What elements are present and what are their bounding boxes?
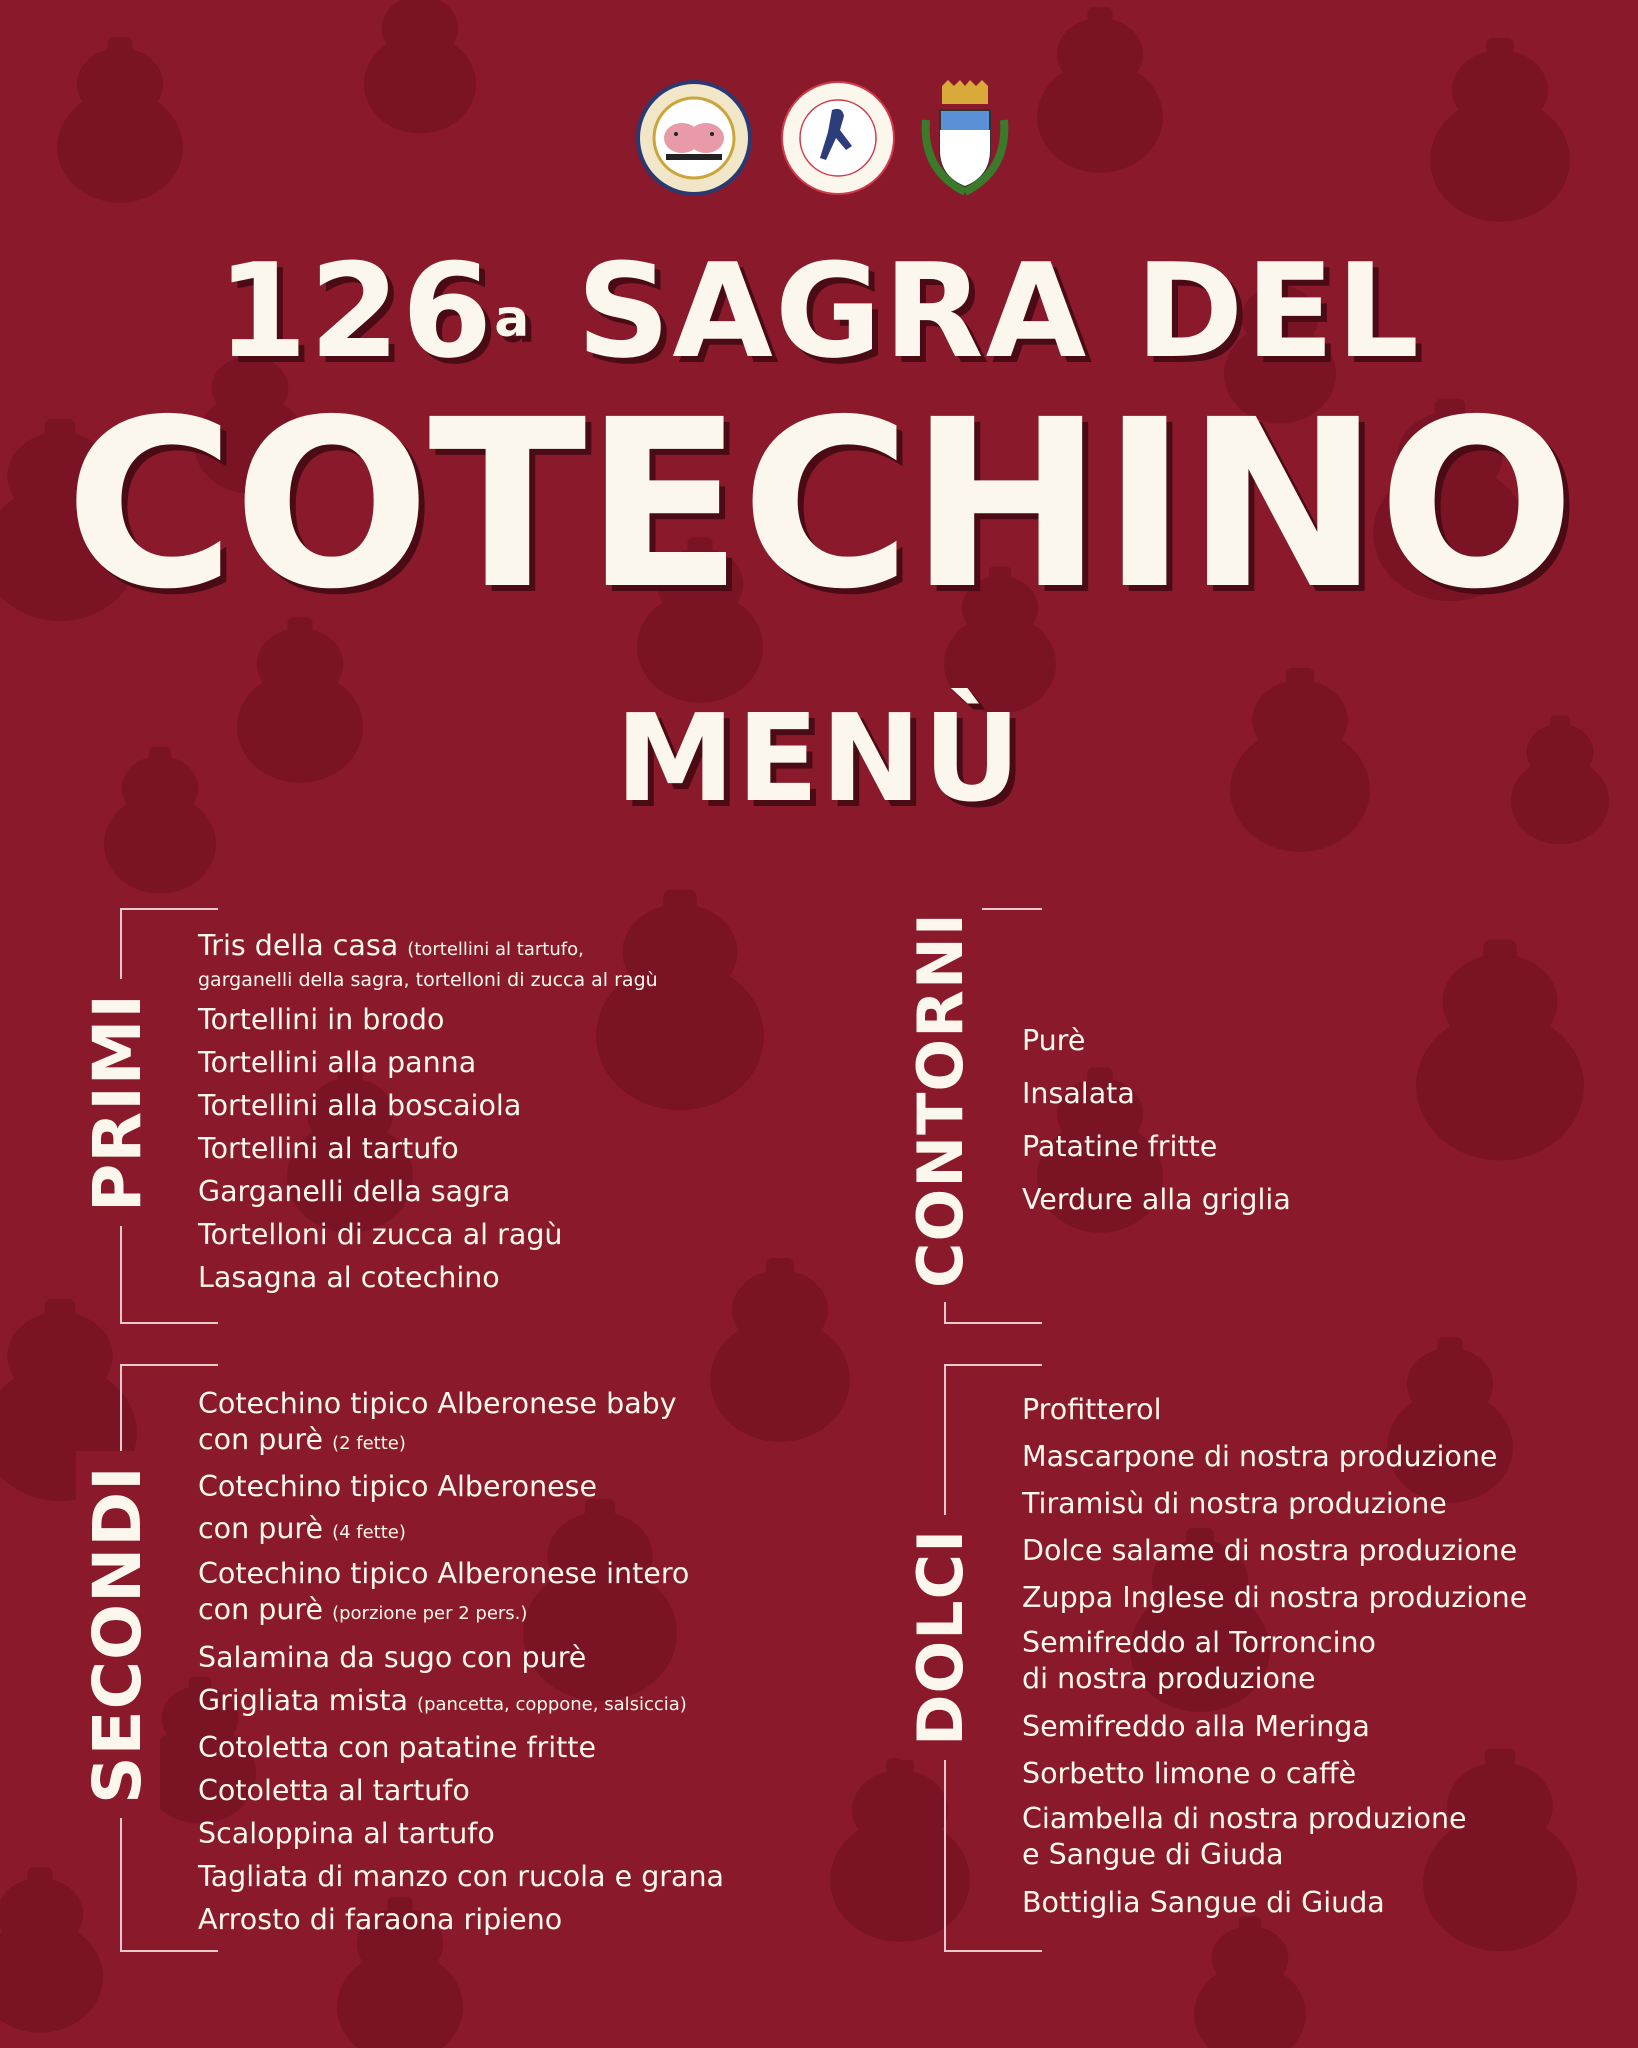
edition-title: 126$^a$ SAGRA DEL bbox=[216, 235, 1422, 387]
list-item: Scaloppina al tartufo bbox=[198, 1817, 495, 1850]
list-item: Tortellini alla panna bbox=[198, 1046, 477, 1079]
list-item: Salamina da sugo con purè bbox=[198, 1641, 587, 1674]
list-item: Arrosto di faraona ripieno bbox=[198, 1903, 563, 1936]
menu-title: MENÙ bbox=[615, 690, 1023, 829]
list-item: Tortellini al tartufo bbox=[198, 1132, 459, 1165]
secondi-list bbox=[198, 1386, 724, 1941]
list-item: Cotoletta al tartufo bbox=[198, 1774, 470, 1807]
comune-coat-of-arms bbox=[920, 80, 1010, 196]
list-item: Cotechino tipico Alberonese baby con purè (2 fette) bbox=[198, 1387, 677, 1456]
list-item: Tiramisù di nostra produzione bbox=[1022, 1487, 1447, 1520]
secondi-label: SECONDI bbox=[76, 1451, 160, 1818]
list-item: Grigliata mista (pancetta, coppone, salsiccia) bbox=[198, 1684, 687, 1717]
cotechino-tipico-logo bbox=[636, 80, 752, 196]
list-item: Garganelli della sagra bbox=[198, 1175, 511, 1208]
list-item: Verdure alla griglia bbox=[1022, 1183, 1291, 1216]
list-item: Semifreddo al Torroncino di nostra produzione bbox=[1022, 1626, 1376, 1695]
list-item: Tortellini in brodo bbox=[198, 1003, 445, 1036]
list-item: Insalata bbox=[1022, 1077, 1135, 1110]
primi-list bbox=[198, 928, 658, 1299]
list-item: Semifreddo alla Meringa bbox=[1022, 1710, 1370, 1743]
list-item: Cotechino tipico Alberonese con purè (4 fette) bbox=[198, 1470, 598, 1545]
list-item: Sorbetto limone o caffè bbox=[1022, 1757, 1357, 1790]
list-item: Ciambella di nostra produzione e Sangue di Giuda bbox=[1022, 1802, 1467, 1871]
list-item: Tagliata di manzo con rucola e grana bbox=[198, 1860, 725, 1893]
logo-row bbox=[0, 80, 1638, 200]
list-item: Purè bbox=[1022, 1024, 1086, 1057]
list-item: Mascarpone di nostra produzione bbox=[1022, 1440, 1498, 1473]
list-item: Bottiglia Sangue di Giuda bbox=[1022, 1886, 1385, 1919]
list-item: Zuppa Inglese di nostra produzione bbox=[1022, 1581, 1528, 1614]
contorni-label: CONTORNI bbox=[900, 898, 982, 1302]
list-item: Patatine fritte bbox=[1022, 1130, 1218, 1163]
list-item: Dolce salame di nostra produzione bbox=[1022, 1534, 1518, 1567]
list-item: Cotoletta con patatine fritte bbox=[198, 1731, 596, 1764]
list-item: Tortellini alla boscaiola bbox=[198, 1089, 522, 1122]
main-title: COTECHINO bbox=[64, 370, 1574, 640]
list-item: Cotechino tipico Alberonese intero con purè (porzione per 2 pers.) bbox=[198, 1557, 690, 1626]
list-item: Profitterol bbox=[1022, 1393, 1162, 1426]
list-item: Tortelloni di zucca al ragù bbox=[198, 1218, 563, 1251]
cs-alberonese-logo bbox=[780, 80, 896, 196]
contorni-list bbox=[1022, 1014, 1291, 1226]
list-item: Lasagna al cotechino bbox=[198, 1261, 500, 1294]
dolci-label: DOLCI bbox=[900, 1515, 982, 1760]
primi-label: PRIMI bbox=[76, 979, 160, 1226]
list-item: Tris della casa (tortellini al tartufo, garganelli della sagra, tortelloni di zucca al ragù bbox=[198, 929, 658, 991]
dolci-list bbox=[1022, 1386, 1527, 1926]
